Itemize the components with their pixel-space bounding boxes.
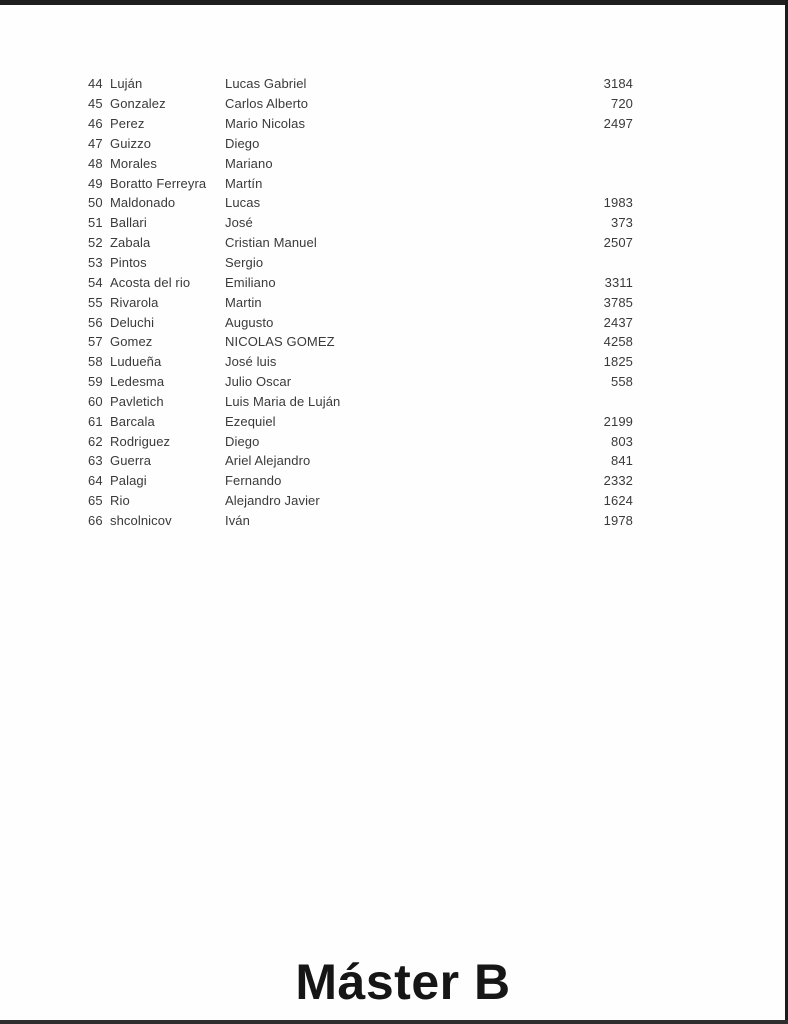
table-row xyxy=(88,392,633,412)
row-rating: 373 xyxy=(611,215,633,231)
row-surname: Luján xyxy=(110,76,143,92)
row-rating: 3785 xyxy=(603,294,633,310)
row-position: 46 xyxy=(88,116,103,132)
row-position: 64 xyxy=(88,473,103,489)
row-position: 59 xyxy=(88,374,103,390)
row-surname: shcolnicov xyxy=(110,512,172,528)
row-surname: Deluchi xyxy=(110,314,155,330)
row-given-name: José luis xyxy=(225,354,277,370)
row-position: 57 xyxy=(88,334,103,350)
row-position: 60 xyxy=(88,393,103,409)
row-rating: 1978 xyxy=(603,512,633,528)
row-given-name: Mario Nicolas xyxy=(225,116,306,132)
row-surname: Ludueña xyxy=(110,354,162,370)
page-edge-top xyxy=(0,0,788,5)
row-given-name: Ezequiel xyxy=(225,413,276,429)
row-rating: 2497 xyxy=(603,116,633,132)
row-given-name: Iván xyxy=(225,512,250,528)
player-roster-list xyxy=(88,74,633,530)
row-given-name: Martín xyxy=(225,175,263,191)
row-rating: 558 xyxy=(611,374,633,390)
row-position: 61 xyxy=(88,413,103,429)
row-position: 50 xyxy=(88,195,103,211)
table-row xyxy=(88,74,633,94)
table-row xyxy=(88,213,633,233)
row-rating: 3311 xyxy=(604,274,633,290)
row-position: 52 xyxy=(88,235,103,251)
table-row xyxy=(88,134,633,154)
row-position: 44 xyxy=(88,76,103,92)
row-rating: 2199 xyxy=(603,413,633,429)
row-position: 54 xyxy=(88,274,103,290)
table-row xyxy=(88,312,633,332)
row-given-name: Lucas xyxy=(225,195,261,211)
row-given-name: Luis Maria de Luján xyxy=(225,393,341,409)
row-rating: 720 xyxy=(611,96,633,112)
row-rating: 3184 xyxy=(603,76,633,92)
row-position: 53 xyxy=(88,255,103,271)
row-position: 62 xyxy=(88,433,103,449)
row-given-name: Mariano xyxy=(225,155,273,171)
row-given-name: Ariel Alejandro xyxy=(225,453,311,469)
row-position: 65 xyxy=(88,493,103,509)
row-surname: Morales xyxy=(110,155,157,171)
row-given-name: Alejandro Javier xyxy=(225,493,320,509)
table-row xyxy=(88,153,633,173)
row-surname: Zabala xyxy=(110,235,151,251)
row-position: 48 xyxy=(88,155,103,171)
row-given-name: Diego xyxy=(225,135,260,151)
row-surname: Gonzalez xyxy=(110,96,166,112)
table-row xyxy=(88,233,633,253)
table-row xyxy=(88,94,633,114)
row-rating: 1825 xyxy=(603,354,633,370)
section-title: Máster B xyxy=(295,954,511,1010)
table-row xyxy=(88,332,633,352)
row-position: 49 xyxy=(88,175,103,191)
row-surname: Ballari xyxy=(110,215,147,231)
row-surname: Rodriguez xyxy=(110,433,171,449)
row-rating: 2332 xyxy=(603,473,633,489)
row-surname: Acosta del rio xyxy=(110,274,191,290)
row-position: 66 xyxy=(88,512,103,528)
row-given-name: Lucas Gabriel xyxy=(225,76,307,92)
table-row xyxy=(88,491,633,511)
row-rating: 841 xyxy=(611,453,633,469)
row-position: 51 xyxy=(88,215,103,231)
row-surname: Rio xyxy=(110,493,130,509)
row-surname: Maldonado xyxy=(110,195,176,211)
row-given-name: Martin xyxy=(225,294,262,310)
table-row xyxy=(88,114,633,134)
row-position: 56 xyxy=(88,314,103,330)
row-rating: 1624 xyxy=(603,493,633,509)
table-row xyxy=(88,173,633,193)
row-given-name: Emiliano xyxy=(225,274,276,290)
row-given-name: Carlos Alberto xyxy=(225,96,309,112)
table-row xyxy=(88,253,633,273)
table-row xyxy=(88,193,633,213)
row-surname: Barcala xyxy=(110,413,155,429)
row-surname: Gomez xyxy=(110,334,153,350)
row-surname: Guerra xyxy=(110,453,152,469)
table-row xyxy=(88,431,633,451)
row-position: 45 xyxy=(88,96,103,112)
row-rating: 803 xyxy=(611,433,633,449)
row-surname: Ledesma xyxy=(110,374,165,390)
row-given-name: Sergio xyxy=(225,255,264,271)
row-given-name: NICOLAS GOMEZ xyxy=(225,334,335,350)
row-surname: Guizzo xyxy=(110,135,152,151)
row-surname: Pintos xyxy=(110,255,147,271)
row-given-name: Julio Oscar xyxy=(225,374,292,390)
row-rating: 2507 xyxy=(603,235,633,251)
row-given-name: José xyxy=(225,215,253,231)
row-surname: Palagi xyxy=(110,473,147,489)
row-rating: 2437 xyxy=(603,314,633,330)
table-row xyxy=(88,292,633,312)
table-row xyxy=(88,352,633,372)
row-rating: 1983 xyxy=(603,195,633,211)
row-position: 63 xyxy=(88,453,103,469)
row-surname: Rivarola xyxy=(110,294,159,310)
row-given-name: Fernando xyxy=(225,473,282,489)
table-row xyxy=(88,372,633,392)
row-surname: Perez xyxy=(110,116,145,132)
table-row xyxy=(88,471,633,491)
table-row xyxy=(88,411,633,431)
row-surname: Pavletich xyxy=(110,393,164,409)
page-edge-bottom xyxy=(0,1020,788,1024)
table-row xyxy=(88,272,633,292)
row-surname: Boratto Ferreyra xyxy=(110,175,207,191)
table-row xyxy=(88,511,633,531)
row-position: 58 xyxy=(88,354,103,370)
row-position: 55 xyxy=(88,294,103,310)
table-row xyxy=(88,451,633,471)
row-given-name: Diego xyxy=(225,433,260,449)
row-given-name: Cristian Manuel xyxy=(225,235,317,251)
row-given-name: Augusto xyxy=(225,314,274,330)
row-rating: 4258 xyxy=(603,334,633,350)
row-position: 47 xyxy=(88,135,103,151)
